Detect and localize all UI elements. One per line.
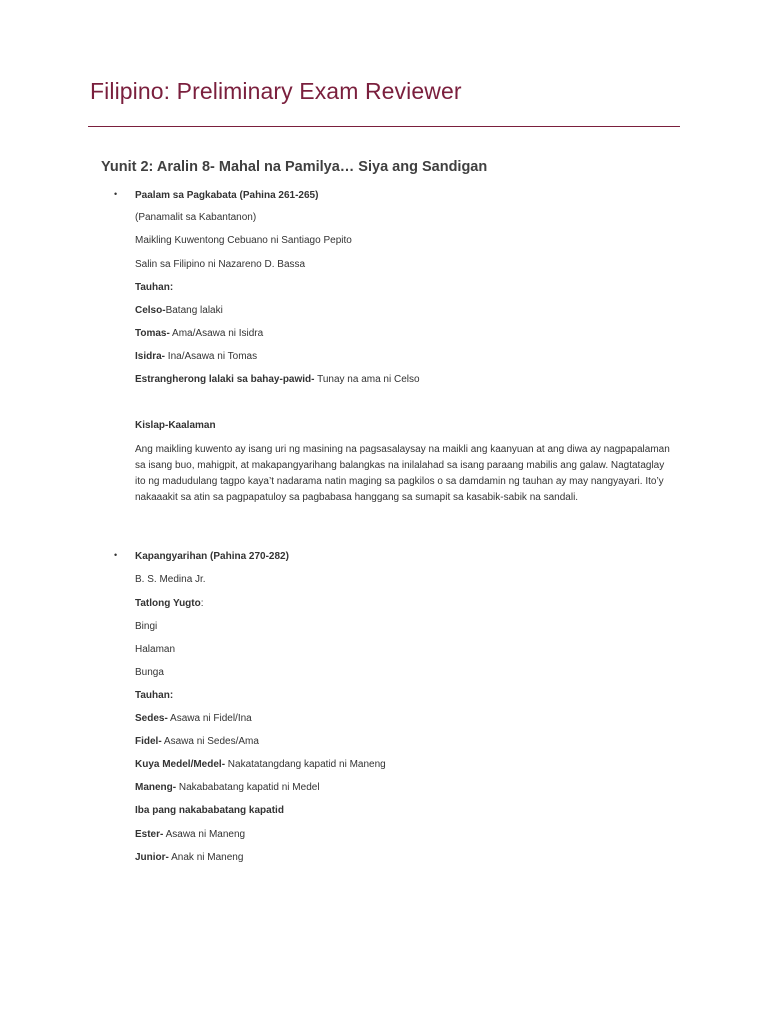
bullet-item-paalam: Paalam sa Pagkabata (Pahina 261-265) (135, 190, 319, 201)
character-line: Isidra- Ina/Asawa ni Tomas (135, 351, 258, 362)
bullet-marker: • (114, 550, 118, 560)
character-line: Kuya Medel/Medel- Nakatatangdang kapatid ni Maneng (135, 759, 386, 770)
bullet-item-kapangyarihan: Kapangyarihan (Pahina 270-282) (135, 551, 289, 562)
character-line: Celso-Batang lalaki (135, 305, 223, 316)
character-line: Estrangherong lalaki sa bahay-pawid- Tunay na ama ni Celso (135, 374, 420, 385)
yugto-item: Bingi (135, 621, 158, 632)
section-heading: Yunit 2: Aralin 8- Mahal na Pamilya… Siya ang Sandigan (101, 159, 488, 175)
kislap-paragraph: Ang maikling kuwento ay isang uri ng masining na pagsasalaysay na maikli ang kaanyuan at ang diwa ay nagpapalaman sa isang buo, mahigpit, at makapangyarihang balangkas na inilalahad sa isang paraang mabilis ang galaw. Nagtataglay ito ng madudulang tagpo kaya’t nadarama natin maging sa pagkilos o sa damdamin ng tauhan ay may nangyayari. Ito’y nakaaakit sa atin sa pagpapatuloy sa pagbabasa hanggang sa sumapit sa kasabik-sabik na sandali. (135, 444, 670, 503)
tauhan-label: Tauhan: (135, 690, 174, 701)
author-line: B. S. Medina Jr. (135, 574, 206, 585)
character-line: Sedes- Asawa ni Fidel/Ina (135, 713, 252, 724)
yugto-item: Bunga (135, 667, 164, 678)
character-line: Tomas- Ama/Asawa ni Isidra (135, 328, 264, 339)
tatlong-yugto-label: Tatlong Yugto: (135, 598, 204, 609)
text-line: (Panamalit sa Kabantanon) (135, 212, 257, 223)
character-line: Ester- Asawa ni Maneng (135, 829, 246, 840)
bullet-marker: • (114, 189, 118, 199)
character-line: Fidel- Asawa ni Sedes/Ama (135, 736, 259, 747)
document-title: Filipino: Preliminary Exam Reviewer (90, 78, 462, 104)
character-line: Junior- Anak ni Maneng (135, 852, 244, 863)
title-divider (88, 126, 680, 127)
text-line: Salin sa Filipino ni Nazareno D. Bassa (135, 259, 306, 270)
character-line: Maneng- Nakababatang kapatid ni Medel (135, 782, 320, 793)
tauhan-label: Tauhan: (135, 282, 174, 293)
text-line: Maikling Kuwentong Cebuano ni Santiago Pepito (135, 235, 352, 246)
yugto-item: Halaman (135, 644, 176, 655)
iba-pang-kapatid-label: Iba pang nakababatang kapatid (135, 805, 284, 816)
kislap-kaalaman-label: Kislap-Kaalaman (135, 420, 216, 431)
